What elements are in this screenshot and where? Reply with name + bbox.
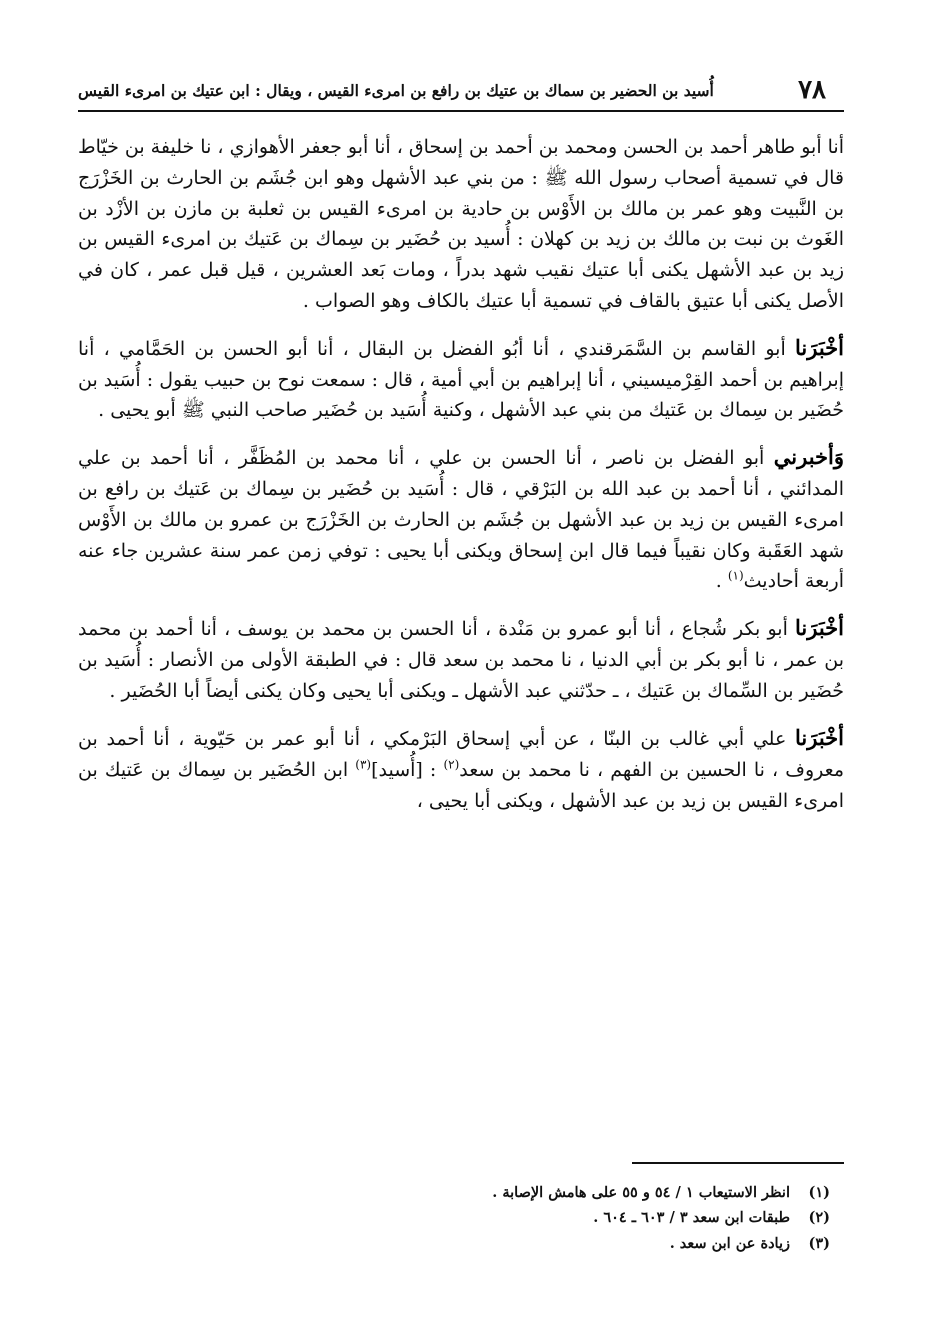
paragraph-text: أبو بكر شُجاع ، أنا أبو عمرو بن مَنْدة ، أنا الحسن بن محمد بن يوسف ، أنا أحمد بن محمد بن عمر ، نا أبو بكر بن أبي الدنيا ، نا محمد بن سعد قال : في الطبقة الأولى من الأنصار : أُسَيد بن حُضَير بن السِّماك بن عَتيك ، ـ حدّثني عبد الأشهل ـ ويكنى أبا يحيى وكان يكنى أيضاً أبا الحُضَير . — [78, 618, 844, 702]
footnote — [78, 1180, 830, 1205]
paragraph-lead: وَأخبرني — [773, 444, 844, 470]
page-header — [78, 70, 844, 112]
page-number: ٧٨ — [798, 75, 826, 105]
paragraph-text: أبو القاسم بن السَّمَرقندي ، أنا أبُو الفضل بن البقال ، أنا أبو الحسن بن الحَمَّامي ، أنا إبراهيم بن أحمد القِرْميسيني ، أنا إبراهيم بن أبي أمية ، قال : سمعت نوح بن حبيب يقول : أُسَيد بن حُضَير بن سِماك بن عَتيك من بني عبد الأشهل ، وكنية أُسَيد بن حُضَير صاحب النبي ﷺ أبو يحيى . — [78, 337, 844, 422]
footnote-ref: (٢) — [443, 757, 460, 772]
paragraph-2 — [78, 331, 844, 427]
footnote-number: (٣) — [808, 1234, 830, 1252]
footnote-text: انظر الاستيعاب ١ / ٥٤ و ٥٥ على هامش الإصابة . — [492, 1184, 790, 1201]
paragraph-3 — [78, 440, 844, 597]
footnote-ref: (١) — [727, 569, 744, 584]
running-title: أُسيد بن الحضير بن سماك بن عتيك بن رافع بن امرىء القيس ، ويقال : ابن عتيك بن امرىء القيس — [78, 80, 714, 100]
footnote-number: (٢) — [808, 1209, 830, 1227]
paragraph-tail: : [أُسيد] — [371, 758, 444, 781]
footnote-ref: (٣) — [355, 757, 372, 772]
footnote-number: (١) — [808, 1184, 830, 1201]
paragraph-tail: ابن الحُضَير بن سِماك بن عَتيك بن امرىء القيس بن زيد بن عبد الأشهل ، ويكنى أبا يحيى ، — [78, 758, 844, 812]
paragraph-lead: أخْبَرَنا — [795, 724, 844, 750]
footnotes — [78, 1180, 830, 1256]
paragraph-4 — [78, 611, 844, 707]
footnote — [78, 1231, 830, 1256]
footnote-text: طبقات ابن سعد ٣ / ٦٠٣ ـ ٦٠٤ . — [593, 1209, 790, 1227]
paragraph-tail: . — [715, 570, 728, 593]
footnote — [78, 1205, 830, 1230]
footnote-text: زيادة عن ابن سعد . — [669, 1234, 790, 1252]
paragraph-5 — [78, 721, 844, 817]
paragraph-text: أبو الفضل بن ناصر ، أنا الحسن بن علي ، أنا محمد بن المُظَفَّر ، أنا أحمد بن علي المدائني ، أنا أحمد بن عبد الله بن البَرْقي ، قال : أُسَيد بن حُضَير بن سِماك بن عَتيك بن رافع بن امرىء القيس بن زيد بن عبد الأشهل بن جُشَم بن الحارث بن الخَزْرَج بن عمرو بن مالك بن الأَوْس شهد العَقَبة وكان نقيباً فيما قال ابن إسحاق ويكنى أبا يحيى : توفي زمن عمر سنة عشرين جاء عنه أربعة أحاديث — [78, 447, 844, 593]
paragraph-text: أنا أبو طاهر أحمد بن الحسن ومحمد بن أحمد بن إسحاق ، أنا أبو جعفر الأهوازي ، نا خليفة بن خيّاط قال في تسمية أصحاب رسول الله ﷺ : من بني عبد الأشهل وهو ابن جُشَم بن الحارث بن الخَزْرَج بن النَّبيت وهو عمر بن مالك بن الأَوْس بن حادية بن امرىء القيس بن ثعلبة بن مازن بن الأزْد بن الغَوث بن نبت بن مالك بن زيد بن كهلان : أُسيد بن حُضَير بن سِماك بن عَتيك بن امرىء القيس بن زيد بن عبد الأشهل يكنى أبا عتيك نقيب شهد بدراً ، ومات بَعد العشرين ، قيل قبل عمر ، كان في الأصل يكنى أبا عتيق بالقاف في تسمية أبا عتيك بالكاف وهو الصواب . — [78, 136, 844, 312]
footnote-divider — [632, 1162, 844, 1164]
paragraph-lead: أخْبَرَنا — [795, 615, 844, 641]
paragraph-1 — [78, 132, 844, 317]
main-text — [78, 132, 844, 830]
paragraph-text: علي أبي غالب بن البنّا ، عن أبي إسحاق البَرْمكي ، أنا أبو عمر بن حَيّوية ، أنا أحمد بن معروف ، نا الحسين بن الفهم ، نا محمد بن سعد — [78, 727, 844, 781]
paragraph-lead: أخْبَرَنا — [795, 334, 844, 360]
